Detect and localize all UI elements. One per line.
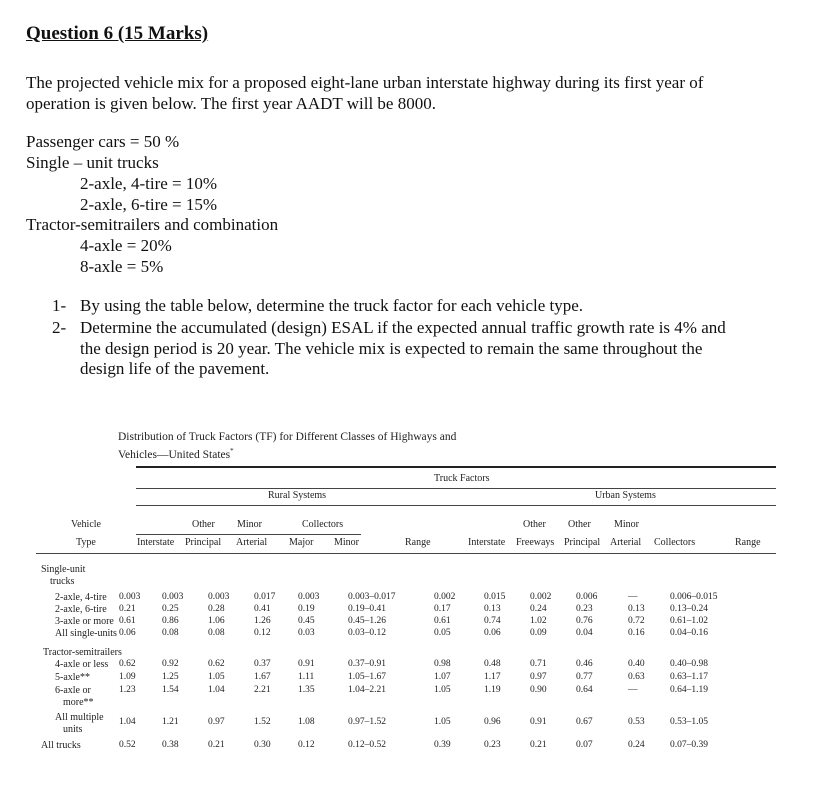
table-cell: 1.05 [434,685,451,695]
urban-arterial-header: Arterial [610,537,642,548]
table-cell: 0.77 [576,672,593,682]
mix-single-unit-trucks: Single – unit trucks [26,153,159,172]
table-cell: 0.003–0.017 [348,592,396,602]
table-cell: 0.39 [434,740,451,750]
table-cell: 1.67 [254,672,271,682]
table-cell: — [628,685,638,695]
mix-2axle-4tire: 2-axle, 4-tire = 10% [80,174,218,193]
rural-systems-header: Rural Systems [268,490,327,501]
truck-factors-header: Truck Factors [434,473,490,484]
table-cell: 1.19 [484,685,501,695]
urban-other-principal-top: Other [568,519,591,530]
table-cell: 1.23 [119,685,136,695]
table-cell: 0.41 [254,604,271,614]
table-cell: 1.17 [484,672,501,682]
table-cell: 0.23 [576,604,593,614]
table-cell: 0.91 [298,659,315,669]
table-cell: 0.002 [434,592,456,602]
table-cell: 0.25 [162,604,179,614]
row-label: All single-units [55,628,117,639]
table-cell: 1.04 [119,717,136,727]
row-label-line2: more** [63,697,94,708]
table-cell: 1.02 [530,616,547,626]
table-cell: 0.003 [162,592,184,602]
question-number: 2- [52,318,67,337]
question-text-line: Determine the accumulated (design) ESAL if the expected annual traffic growth rate is 4% and [80,318,726,337]
table-cell: 0.92 [162,659,179,669]
table-cell: 0.24 [628,740,645,750]
vehicle-header: Vehicle [71,519,101,530]
rural-minor-header: Minor [334,537,359,548]
rural-principal-header: Principal [185,537,222,548]
table-cell: 0.45 [298,616,315,626]
row-label: 3-axle or more [55,616,114,627]
table-cell: 1.04 [208,685,225,695]
table-caption-line-2: Vehicles—United States* [118,447,234,461]
table-cell: 0.13 [628,604,645,614]
urban-range-header: Range [735,537,761,548]
table-cell: 0.06 [484,628,501,638]
table-cell: 1.52 [254,717,271,727]
urban-minor-arterial-top: Minor [614,519,639,530]
table-cell: 1.25 [162,672,179,682]
table-cell: 0.12 [298,740,315,750]
table-cell: 0.003 [298,592,320,602]
question-text-line: design life of the pavement. [80,359,270,378]
table-cell: 0.72 [628,616,645,626]
table-cell: 0.71 [530,659,547,669]
group-single-unit: Single-unit [41,564,86,575]
table-cell: 0.17 [434,604,451,614]
mix-tractor-semitrailers: Tractor-semitrailers and combination [26,215,279,234]
table-cell: 0.05 [434,628,451,638]
table-cell: 0.08 [162,628,179,638]
row-label: 2-axle, 4-tire [55,592,107,603]
table-caption-line-1: Distribution of Truck Factors (TF) for Different Classes of Highways and [118,431,457,443]
mix-8axle: 8-axle = 5% [80,257,164,276]
table-cell: 0.08 [208,628,225,638]
table-cell: 0.09 [530,628,547,638]
table-cell: 0.40–0.98 [670,659,708,669]
table-cell: 0.86 [162,616,179,626]
table-cell: 0.98 [434,659,451,669]
rural-collectors-header: Collectors [302,519,344,530]
rural-minor-arterial-bottom: Arterial [236,537,268,548]
header-bottom-rule [36,553,776,554]
row-label: 5-axle** [55,672,90,683]
truck-factor-table [36,427,781,767]
row-label: All trucks [41,740,81,751]
table-cell: 0.003 [119,592,141,602]
row-label-line2: units [63,724,83,735]
table-cell: 0.76 [576,616,593,626]
intro-line-1: The projected vehicle mix for a proposed eight-lane urban interstate highway during its first year of [26,73,704,92]
table-cell: 0.97–1.52 [348,717,386,727]
urban-collectors-header: Collectors [654,537,696,548]
question-text-line: By using the table below, determine the truck factor for each vehicle type. [80,296,584,315]
table-cell: 1.26 [254,616,271,626]
table-cell: 0.16 [628,628,645,638]
table-cell: 0.40 [628,659,645,669]
table-cell: 0.67 [576,717,593,727]
table-cell: 0.48 [484,659,501,669]
table-cell: 0.64–1.19 [670,685,708,695]
rural-range-header: Range [405,537,431,548]
table-cell: 0.04 [576,628,593,638]
table-cell: 0.37 [254,659,271,669]
table-cell: 0.06 [119,628,136,638]
table-cell: 0.017 [254,592,276,602]
group-single-unit-line2: trucks [50,576,75,587]
table-cell: 0.61–1.02 [670,616,708,626]
mix-2axle-6tire: 2-axle, 6-tire = 15% [80,195,218,214]
table-cell: 0.002 [530,592,552,602]
table-cell: 0.53 [628,717,645,727]
urban-freeways-header: Freeways [516,537,555,548]
rural-interstate-header: Interstate [137,537,175,548]
question-text [80,296,772,317]
table-cell: 0.74 [484,616,501,626]
row-label: 4-axle or less [55,659,109,670]
question-text-line: the design period is 20 year. The vehicle mix is expected to remain the same throughout the [80,338,703,358]
table-cell: 1.04–2.21 [348,685,386,695]
table-cell: 1.11 [298,672,315,682]
table-cell: 2.21 [254,685,271,695]
table-cell: 1.09 [119,672,136,682]
row-label: 2-axle, 6-tire [55,604,107,615]
table-cell: 1.05 [434,717,451,727]
urban-other-freeways-top: Other [523,519,546,530]
table-cell: 0.61 [119,616,136,626]
table-cell: 0.24 [530,604,547,614]
caption-footnote-mark: * [230,447,234,455]
collectors-rule [136,534,361,535]
table-cell: 0.006 [576,592,598,602]
table-cell: 1.06 [208,616,225,626]
table-cell: 0.64 [576,685,593,695]
table-cell: 0.62 [208,659,225,669]
table-top-rule [136,466,776,468]
rule-under-systems [136,505,776,506]
rural-minor-arterial-top: Minor [237,519,262,530]
table-cell: — [628,592,638,602]
table-cell: 0.45–1.26 [348,616,386,626]
table-cell: 0.52 [119,740,136,750]
question-heading: Question 6 (15 Marks) [26,23,209,44]
table-cell: 0.21 [530,740,547,750]
table-cell: 0.63–1.17 [670,672,708,682]
table-cell: 0.37–0.91 [348,659,386,669]
table-cell: 0.30 [254,740,271,750]
table-cell: 0.19–0.41 [348,604,386,614]
row-label: All multiple [55,712,104,723]
table-cell: 0.04–0.16 [670,628,708,638]
rural-major-header: Major [289,537,314,548]
table-cell: 0.61 [434,616,451,626]
mix-passenger-cars: Passenger cars = 50 % [26,132,180,151]
table-cell: 0.03–0.12 [348,628,386,638]
intro-line-2: operation is given below. The first year AADT will be 8000. [26,94,436,113]
table-cell: 0.03 [298,628,315,638]
table-cell: 0.96 [484,717,501,727]
urban-systems-header: Urban Systems [595,490,656,501]
table-cell: 0.91 [530,717,547,727]
table-cell: 0.62 [119,659,136,669]
table-cell: 1.54 [162,685,179,695]
table-cell: 0.53–1.05 [670,717,708,727]
table-cell: 0.23 [484,740,501,750]
table-cell: 0.12 [254,628,271,638]
urban-interstate-header: Interstate [468,537,506,548]
urban-principal-header: Principal [564,537,601,548]
table-cell: 1.07 [434,672,451,682]
rural-other-header: Other [192,519,215,530]
table-cell: 1.05 [208,672,225,682]
mix-4axle: 4-axle = 20% [80,236,172,255]
table-cell: 0.07 [576,740,593,750]
table-cell: 0.21 [119,604,136,614]
table-cell: 0.28 [208,604,225,614]
type-header: Type [76,537,96,548]
table-cell: 0.97 [530,672,547,682]
rule-under-truck-factors [136,488,776,489]
table-cell: 0.97 [208,717,225,727]
table-cell: 0.19 [298,604,315,614]
table-cell: 1.35 [298,685,315,695]
table-cell: 0.015 [484,592,506,602]
table-cell: 0.13 [484,604,501,614]
question-text [80,318,772,380]
table-cell: 0.12–0.52 [348,740,386,750]
table-cell: 0.07–0.39 [670,740,708,750]
table-cell: 0.003 [208,592,230,602]
question-number: 1- [52,296,67,315]
table-cell: 0.006–0.015 [670,592,718,602]
group-tractor-semitrailers: Tractor-semitrailers [43,647,122,658]
table-cell: 0.38 [162,740,179,750]
table-cell: 0.63 [628,672,645,682]
table-cell: 0.13–0.24 [670,604,708,614]
row-label: 6-axle or [55,685,91,696]
table-cell: 0.21 [208,740,225,750]
table-cell: 1.05–1.67 [348,672,386,682]
table-cell: 0.46 [576,659,593,669]
table-cell: 0.90 [530,685,547,695]
table-cell: 1.21 [162,717,179,727]
table-cell: 1.08 [298,717,315,727]
